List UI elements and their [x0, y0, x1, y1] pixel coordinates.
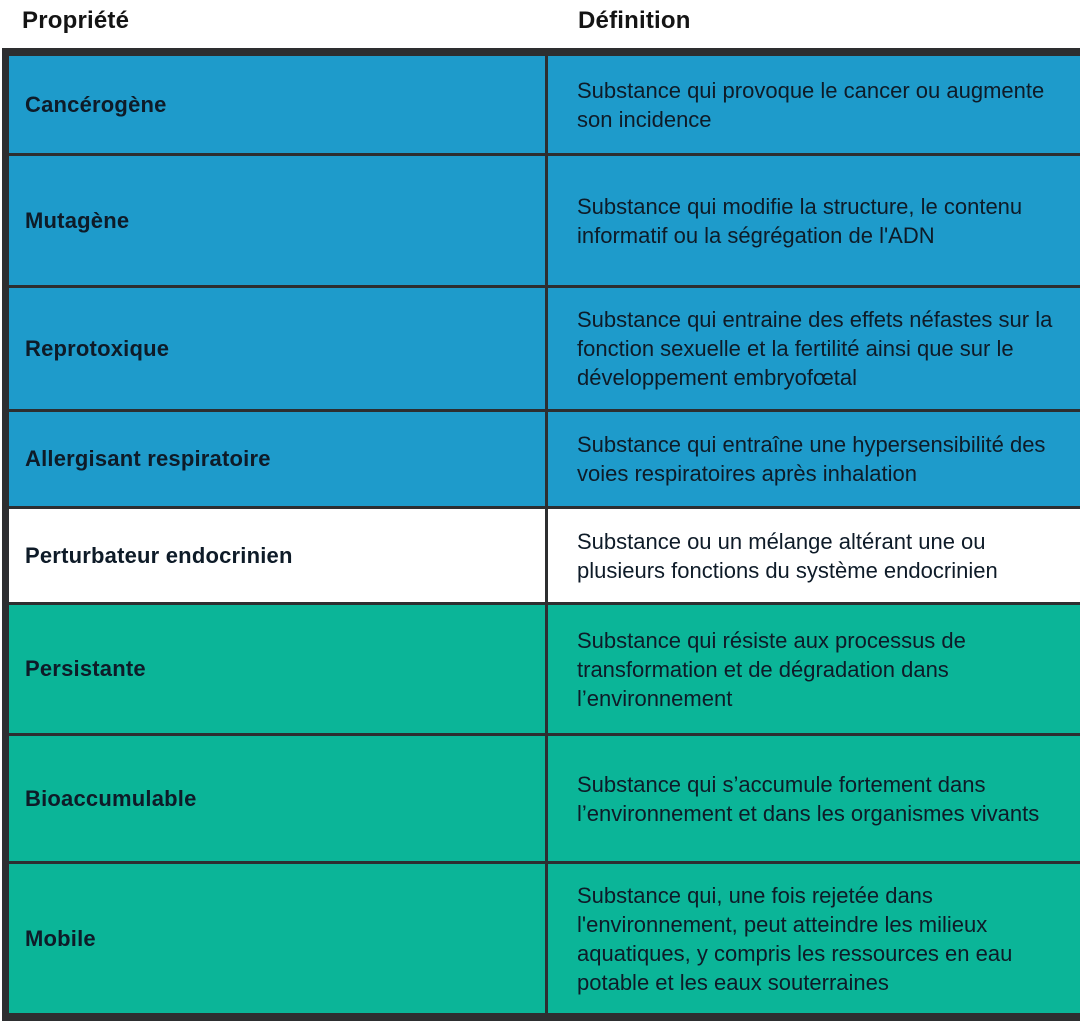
- definition-cell: Substance qui s’accumule fortement dans l’environnement et dans les organismes vivants: [577, 771, 1040, 826]
- property-cell: Persistante: [9, 605, 548, 733]
- table-row: [9, 509, 1080, 605]
- property-cell: Bioaccumulable: [9, 736, 548, 861]
- definition-cell: Substance qui provoque le cancer ou augmente son incidence: [577, 77, 1045, 132]
- property-cell: Perturbateur endocrinien: [9, 509, 548, 602]
- property-cell: Reprotoxique: [9, 288, 548, 409]
- property-cell: Cancérogène: [9, 56, 548, 153]
- property-cell: Mobile: [9, 864, 548, 1013]
- table-row: [9, 156, 1080, 288]
- definition-cell: Substance qui, une fois rejetée dans l'environnement, peut atteindre les milieux aquatiques, y compris les ressources en eau potable et les eaux souterraines: [577, 882, 1013, 995]
- hazard-properties-table: [2, 48, 1080, 1021]
- column-header-property: Propriété: [22, 7, 130, 34]
- table-column-headers: [0, 0, 1080, 48]
- table-row: [9, 56, 1080, 156]
- definition-cell: Substance ou un mélange altérant une ou plusieurs fonctions du système endocrinien: [577, 528, 998, 583]
- table-row: [9, 412, 1080, 509]
- column-header-definition: Définition: [578, 7, 691, 34]
- definition-cell: Substance qui entraîne une hypersensibilité des voies respiratoires après inhalation: [577, 432, 1046, 486]
- table-row: [9, 864, 1080, 1013]
- property-cell: Allergisant respiratoire: [9, 412, 548, 506]
- table-row: [9, 736, 1080, 864]
- definition-cell: Substance qui entraine des effets néfastes sur la fonction sexuelle et la fertilité ainsi que sur le développement embryofœtal: [577, 307, 1053, 390]
- table-row: [9, 288, 1080, 412]
- definition-cell: Substance qui modifie la structure, le contenu informatif ou la ségrégation de l'ADN: [577, 193, 1023, 248]
- table-row: [9, 605, 1080, 736]
- property-cell: Mutagène: [9, 156, 548, 285]
- definition-cell: Substance qui résiste aux processus de transformation et de dégradation dans l’environnement: [577, 627, 966, 711]
